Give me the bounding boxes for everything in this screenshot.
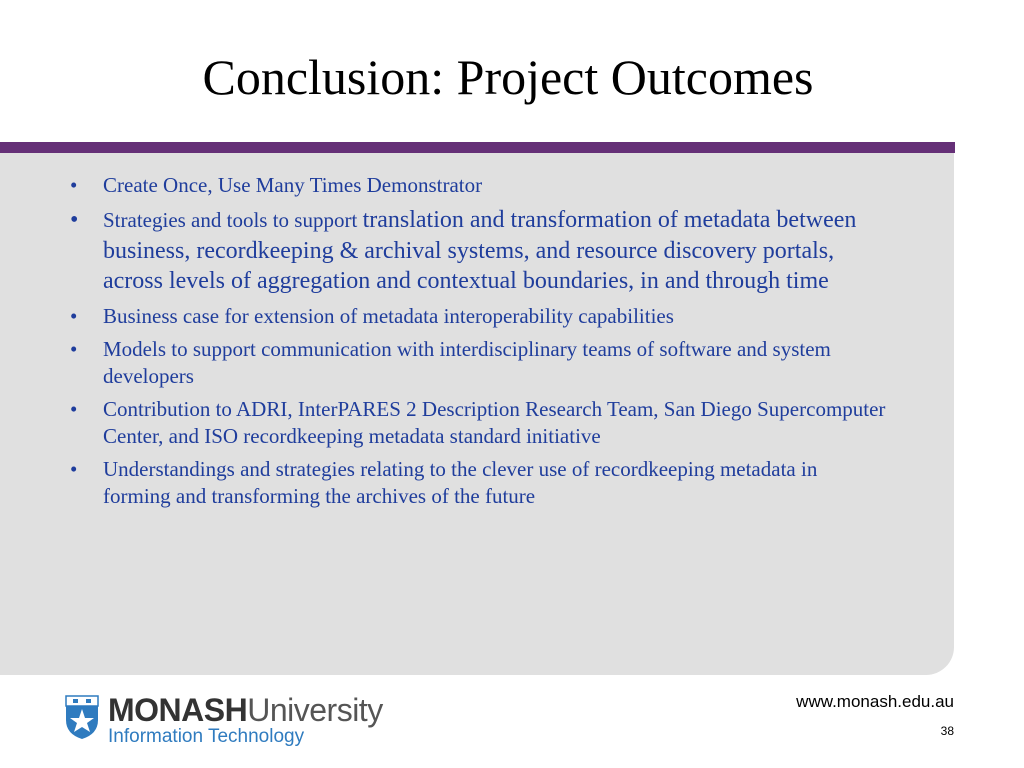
logo-subtitle: Information Technology — [108, 726, 305, 747]
bullet-text: Business case for extension of metadata interoperability capabilities — [103, 303, 674, 328]
bullet-text-lead: Strategies and tools to support — [103, 208, 363, 232]
bullet-glyph: • — [70, 207, 79, 233]
bullet-list — [70, 172, 890, 516]
bullet-item — [70, 303, 890, 330]
bullet-item — [70, 336, 890, 390]
logo-wordmark — [108, 692, 383, 729]
bullet-glyph: • — [70, 336, 78, 361]
bullet-text: Understandings and strategies relating to the clever use of recordkeeping metadata in forming and transforming the archives of the future — [103, 456, 818, 508]
bullet-item — [70, 205, 890, 297]
logo-university: University — [247, 692, 383, 728]
monash-logo — [64, 692, 404, 752]
logo-name: MONASH — [108, 692, 248, 728]
bullet-text: Create Once, Use Many Times Demonstrator — [103, 173, 483, 197]
accent-bar — [0, 142, 955, 153]
bullet-glyph: • — [70, 303, 78, 328]
bullet-item — [70, 172, 890, 199]
slide-title: Conclusion: Project Outcomes — [202, 49, 814, 105]
footer-url[interactable]: www.monash.edu.au — [796, 692, 954, 711]
bullet-item — [70, 396, 890, 450]
bullet-item — [70, 456, 890, 510]
bullet-text: Contribution to ADRI, InterPARES 2 Description Research Team, San Diego Supercomputer Center, and ISO recordkeeping metadata standard initiative — [103, 396, 886, 448]
bullet-glyph: • — [70, 456, 78, 481]
bullet-glyph: • — [70, 396, 78, 421]
bullet-text: translation and transformation of metadata between business, recordkeeping & archival systems, and resource discovery portals, across levels of aggregation and contextual boundaries, in and through time — [103, 207, 857, 294]
bullet-glyph: • — [70, 173, 78, 197]
slide-number: 38 — [940, 724, 954, 738]
bullet-text: Models to support communication with interdisciplinary teams of software and system developers — [103, 336, 831, 388]
university-crest-icon — [64, 694, 100, 740]
